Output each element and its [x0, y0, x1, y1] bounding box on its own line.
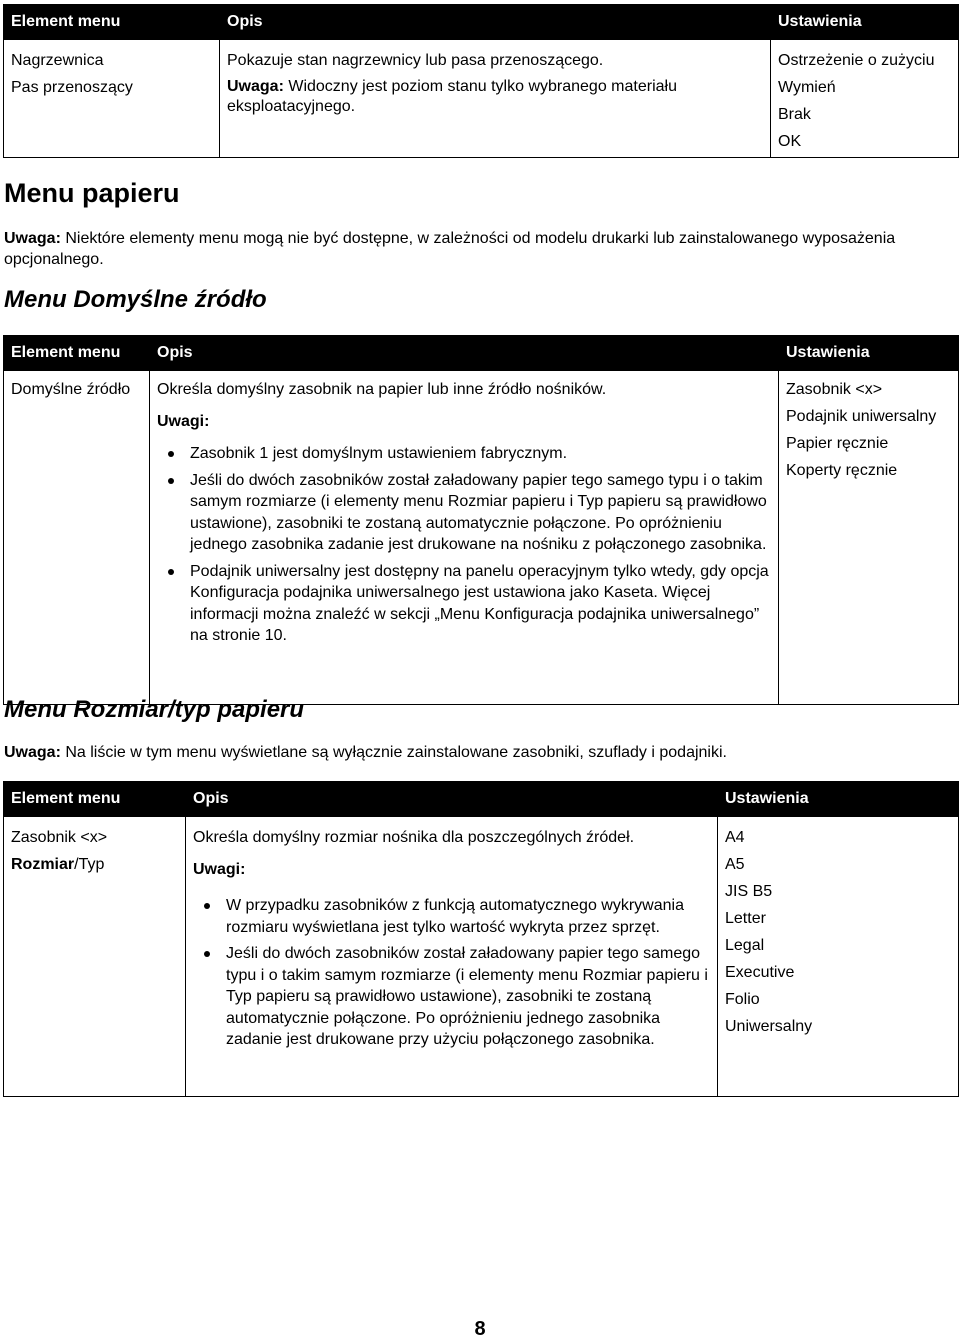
element-bold: Rozmiar	[11, 856, 75, 873]
header-description: Opis	[220, 5, 771, 40]
settings-cell	[771, 40, 959, 158]
element-cell	[4, 371, 150, 705]
list-item: Zasobnik 1 jest domyślnym ustawieniem fabrycznym.	[157, 443, 771, 465]
list-item: Jeśli do dwóch zasobników został załadowany papier tego samego typu i o takim samym rozmiarze (i elementy menu Rozmiar papieru i Typ papieru są prawidłowo ustawione), zasobniki te zostaną automatycznie połączone. Po opróżnieniu jednego zasobnika zadanie jest drukowane przy użyciu połączonego zasobnika.	[193, 943, 710, 1051]
section-note	[4, 228, 934, 270]
section-title: Menu papieru	[4, 178, 180, 208]
element-name: Domyślne źródło	[11, 381, 131, 398]
description-note	[227, 77, 763, 97]
default-source-table	[3, 335, 959, 705]
paper-size-type-table	[3, 781, 959, 1097]
description-cell	[150, 371, 779, 705]
header-element: Element menu	[4, 782, 186, 817]
notes-label: Uwagi:	[157, 413, 210, 430]
element-name: Zasobnik <x>	[11, 829, 108, 846]
element-cell	[4, 40, 220, 158]
setting-value: Folio	[725, 991, 760, 1008]
header-element: Element menu	[4, 5, 220, 40]
setting-value: Papier ręcznie	[786, 435, 889, 452]
table-row	[4, 371, 959, 705]
settings-cell	[718, 817, 959, 1097]
table-header-row	[4, 5, 959, 40]
description-text: Określa domyślny rozmiar nośnika dla poszczególnych źródeł.	[193, 829, 635, 846]
table-row	[4, 40, 959, 158]
element-name: Pas przenoszący	[11, 79, 133, 96]
note-label: Uwaga:	[4, 230, 61, 247]
header-settings: Ustawienia	[779, 336, 959, 371]
note-text-continued: eksploatacyjnego.	[227, 98, 356, 115]
note-text: Niektóre elementy menu mogą nie być dostępne, w zależności od modelu drukarki lub zainstalowanego wyposażenia opcjonalnego.	[4, 230, 896, 268]
header-description: Opis	[186, 782, 718, 817]
setting-value: Legal	[725, 937, 765, 954]
subsection-title: Menu Domyślne źródło	[4, 286, 267, 313]
element-subname	[11, 854, 178, 876]
notes-list	[193, 895, 710, 1051]
page-number: 8	[474, 1318, 486, 1340]
note-text: Na liście w tym menu wyświetlane są wyłącznie zainstalowane zasobniki, szuflady i podajniki.	[60, 744, 727, 761]
table-header-row	[4, 782, 959, 817]
setting-value: OK	[778, 133, 802, 150]
setting-value: Ostrzeżenie o zużyciu	[778, 52, 935, 69]
list-item: Podajnik uniwersalny jest dostępny na panelu operacyjnym tylko wtedy, gdy opcja Konfiguracja podajnika uniwersalnego jest ustawiona jako Kaseta. Więcej informacji można znaleźć w sekcji „Menu Konfiguracja podajnika uniwersalnego” na stronie 10.	[157, 561, 771, 647]
description-text: Określa domyślny zasobnik na papier lub inne źródło nośników.	[157, 381, 607, 398]
setting-value: Letter	[725, 910, 766, 927]
setting-value: Koperty ręcznie	[786, 462, 898, 479]
description-cell	[220, 40, 771, 158]
setting-value: Podajnik uniwersalny	[786, 408, 937, 425]
table-header-row	[4, 336, 959, 371]
setting-value: Zasobnik <x>	[786, 381, 883, 398]
setting-value: A4	[725, 829, 745, 846]
note-label: Uwaga:	[227, 78, 284, 95]
list-item: Jeśli do dwóch zasobników został załadowany papier tego samego typu i o takim samym rozmiarze (i elementy menu Rozmiar papieru i Typ papieru są prawidłowo ustawione), zasobniki te zostaną automatycznie połączone. Po opróżnieniu jednego zasobnika zadanie jest drukowane na nośniku z połączonego zasobnika.	[157, 470, 771, 556]
notes-label: Uwagi:	[193, 861, 246, 878]
fuser-belt-table	[3, 4, 959, 158]
description-text: Pokazuje stan nagrzewnicy lub pasa przenoszącego.	[227, 52, 604, 69]
setting-value: Brak	[778, 106, 811, 123]
header-settings: Ustawienia	[771, 5, 959, 40]
subsection-note	[4, 742, 934, 763]
settings-cell	[779, 371, 959, 705]
notes-list	[157, 443, 771, 647]
element-rest: /Typ	[74, 856, 105, 873]
header-settings: Ustawienia	[718, 782, 959, 817]
setting-value: Wymień	[778, 79, 836, 96]
element-cell	[4, 817, 186, 1097]
header-element: Element menu	[4, 336, 150, 371]
note-text: Widoczny jest poziom stanu tylko wybranego materiału	[283, 78, 677, 95]
list-item: W przypadku zasobników z funkcją automatycznego wykrywania rozmiaru wyświetlana jest tylko wartość wykryta przez sprzęt.	[193, 895, 710, 938]
setting-value: Executive	[725, 964, 795, 981]
header-description: Opis	[150, 336, 779, 371]
setting-value: JIS B5	[725, 883, 773, 900]
note-label: Uwaga:	[4, 744, 61, 761]
setting-value: A5	[725, 856, 745, 873]
setting-value: Uniwersalny	[725, 1018, 813, 1035]
subsection-title: Menu Rozmiar/typ papieru	[4, 696, 305, 723]
table-row	[4, 817, 959, 1097]
description-cell	[186, 817, 718, 1097]
element-name: Nagrzewnica	[11, 52, 104, 69]
